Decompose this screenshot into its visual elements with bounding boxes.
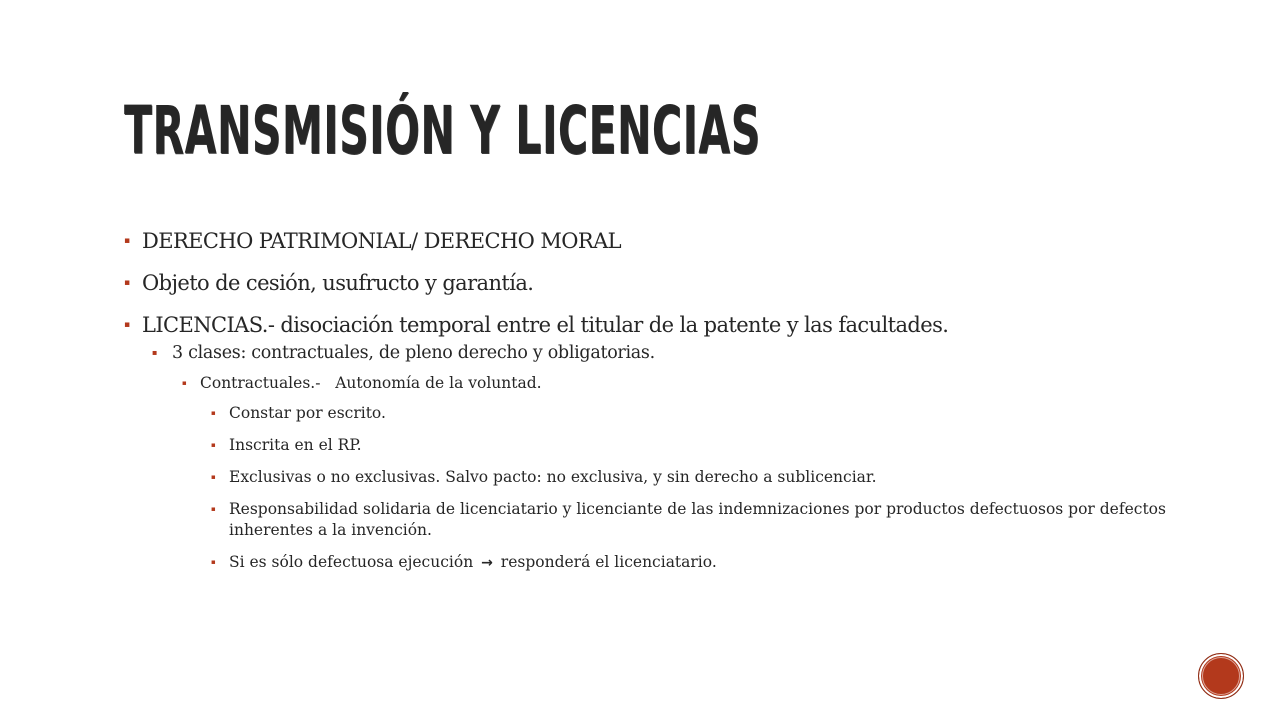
detail-item (124, 552, 1184, 574)
list-item (124, 268, 1184, 298)
sub-sub-list-item (124, 372, 1184, 394)
right-arrow-icon: → (481, 555, 493, 571)
detail-item-text-after: responderá el licenciatario. (500, 553, 717, 571)
detail-item-text: Inscrita en el RP. (229, 436, 362, 454)
square-bullet-icon: ▪ (211, 409, 216, 417)
list-item-text: LICENCIAS.- disociación temporal entre el titular de la patente y las facultades. (142, 313, 949, 337)
slide-number-badge (1198, 653, 1244, 699)
square-bullet-icon: ▪ (182, 379, 187, 387)
square-bullet-icon: ▪ (211, 473, 216, 481)
sub-sub-list-item-text: Contractuales.- Autonomía de la voluntad. (200, 374, 542, 392)
detail-item (124, 499, 1184, 541)
detail-item (124, 435, 1184, 456)
detail-item-text: Constar por escrito. (229, 404, 386, 422)
detail-item (124, 403, 1184, 424)
detail-item-text: Exclusivas o no exclusivas. Salvo pacto: no exclusiva, y sin derecho a sublicenciar. (229, 468, 877, 486)
square-bullet-icon: ▪ (124, 236, 130, 246)
square-bullet-icon: ▪ (124, 320, 130, 330)
square-bullet-icon: ▪ (211, 505, 216, 513)
square-bullet-icon: ▪ (124, 278, 130, 288)
detail-item (124, 467, 1184, 488)
square-bullet-icon: ▪ (211, 558, 216, 566)
list-item (124, 310, 1184, 340)
sub-list-item-text: 3 clases: contractuales, de pleno derecho y obligatorias. (172, 343, 655, 363)
list-item (124, 226, 1184, 256)
square-bullet-icon: ▪ (152, 348, 158, 357)
slide-title: TRANSMISIÓN Y LICENCIAS (124, 92, 761, 169)
badge-ring (1202, 657, 1240, 695)
list-item-text: DERECHO PATRIMONIAL/ DERECHO MORAL (142, 229, 621, 253)
slide-content (124, 226, 1184, 585)
square-bullet-icon: ▪ (211, 441, 216, 449)
list-item-text: Objeto de cesión, usufructo y garantía. (142, 271, 534, 295)
detail-item-text: Responsabilidad solidaria de licenciatario y licenciante de las indemnizaciones por productos defectuosos por defectos inherentes a la invención. (229, 500, 1166, 539)
sub-list-item (124, 340, 1184, 366)
detail-item-text-before: Si es sólo defectuosa ejecución (229, 553, 474, 571)
